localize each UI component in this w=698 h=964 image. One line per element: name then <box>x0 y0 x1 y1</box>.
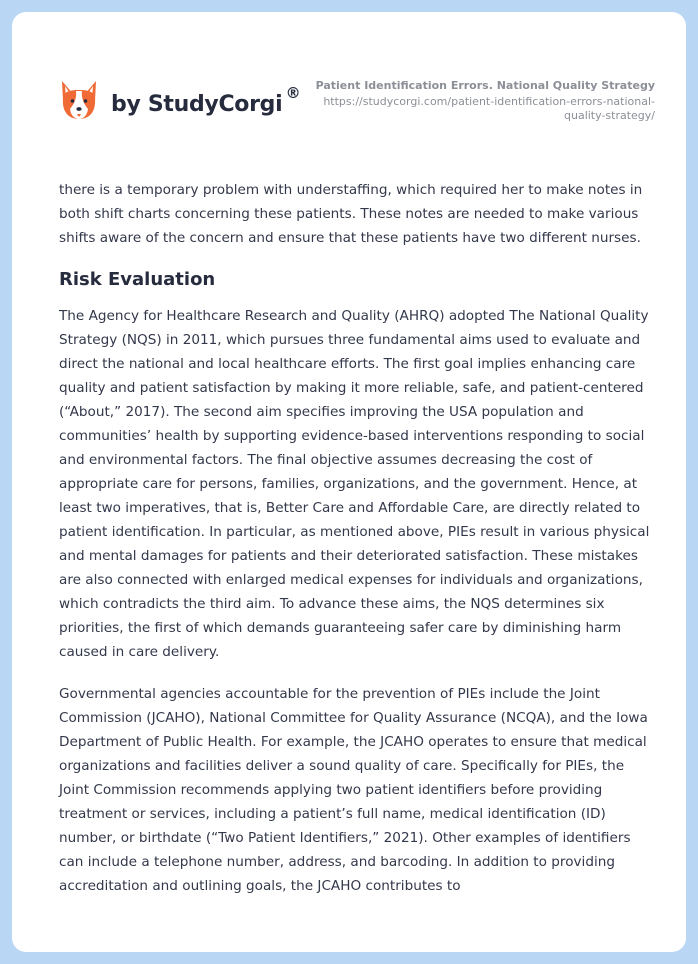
intro-paragraph: there is a temporary problem with understaffing, which required her to make notes in both shift charts concerning these patients. These notes are needed to make various shifts aware of the concern and ensure that these patients have two different nurses. <box>59 182 643 246</box>
document-body <box>59 178 657 898</box>
brand-name: by StudyCorgi ® <box>111 83 301 117</box>
section-heading: Risk Evaluation <box>59 269 216 290</box>
document-page <box>12 12 686 952</box>
document-url[interactable]: https://studycorgi.com/patient-identification-errors-national-quality-strategy/ <box>323 95 655 122</box>
registered-mark: ® <box>285 83 301 102</box>
body-paragraph-1: The Agency for Healthcare Research and Quality (AHRQ) adopted The National Quality Strategy (NQS) in 2011, which pursues three fundamental aims used to evaluate and direct the national and local healthcare efforts. The first goal implies enhancing care quality and patient satisfaction by making it more reliable, safe, and patient-centered (“About,” 2017). The second aim specifies improving the USA population and communities’ health by supporting evidence-based interventions responding to social and environmental factors. The final objective assumes decreasing the cost of appropriate care for persons, families, organizations, and the government. Hence, at least two imperatives, that is, Better Care and Affordable Care, are directly related to patient identification. In particular, as mentioned above, PIEs result in various physical and mental damages for patients and their deteriorated satisfaction. These mistakes are also connected with enlarged medical expenses for individuals and organizations, which contradicts the third aim. To advance these aims, the NQS determines six priorities, the first of which demands guaranteeing safer care by diminishing harm caused in care delivery. <box>59 308 650 660</box>
corgi-icon <box>59 79 99 125</box>
document-meta <box>295 79 655 123</box>
body-paragraph-2: Governmental agencies accountable for the prevention of PIEs include the Joint Commission (JCAHO), National Committee for Quality Assurance (NCQA), and the Iowa Department of Public Health. For example, the JCAHO operates to ensure that medical organizations and facilities deliver a sound quality of care. Specifically for PIEs, the Joint Commission recommends applying two patient identifiers before providing treatment or services, including a patient’s full name, medical identification (ID) number, or birthdate (“Two Patient Identifiers,” 2021). Other examples of identifiers can include a telephone number, address, and barcoding. In addition to providing accreditation and outlining goals, the JCAHO contributes to <box>59 686 648 894</box>
page-header <box>12 12 686 162</box>
studycorgi-logo[interactable] <box>59 76 301 128</box>
document-title: Patient Identification Errors. National Quality Strategy <box>315 79 655 92</box>
